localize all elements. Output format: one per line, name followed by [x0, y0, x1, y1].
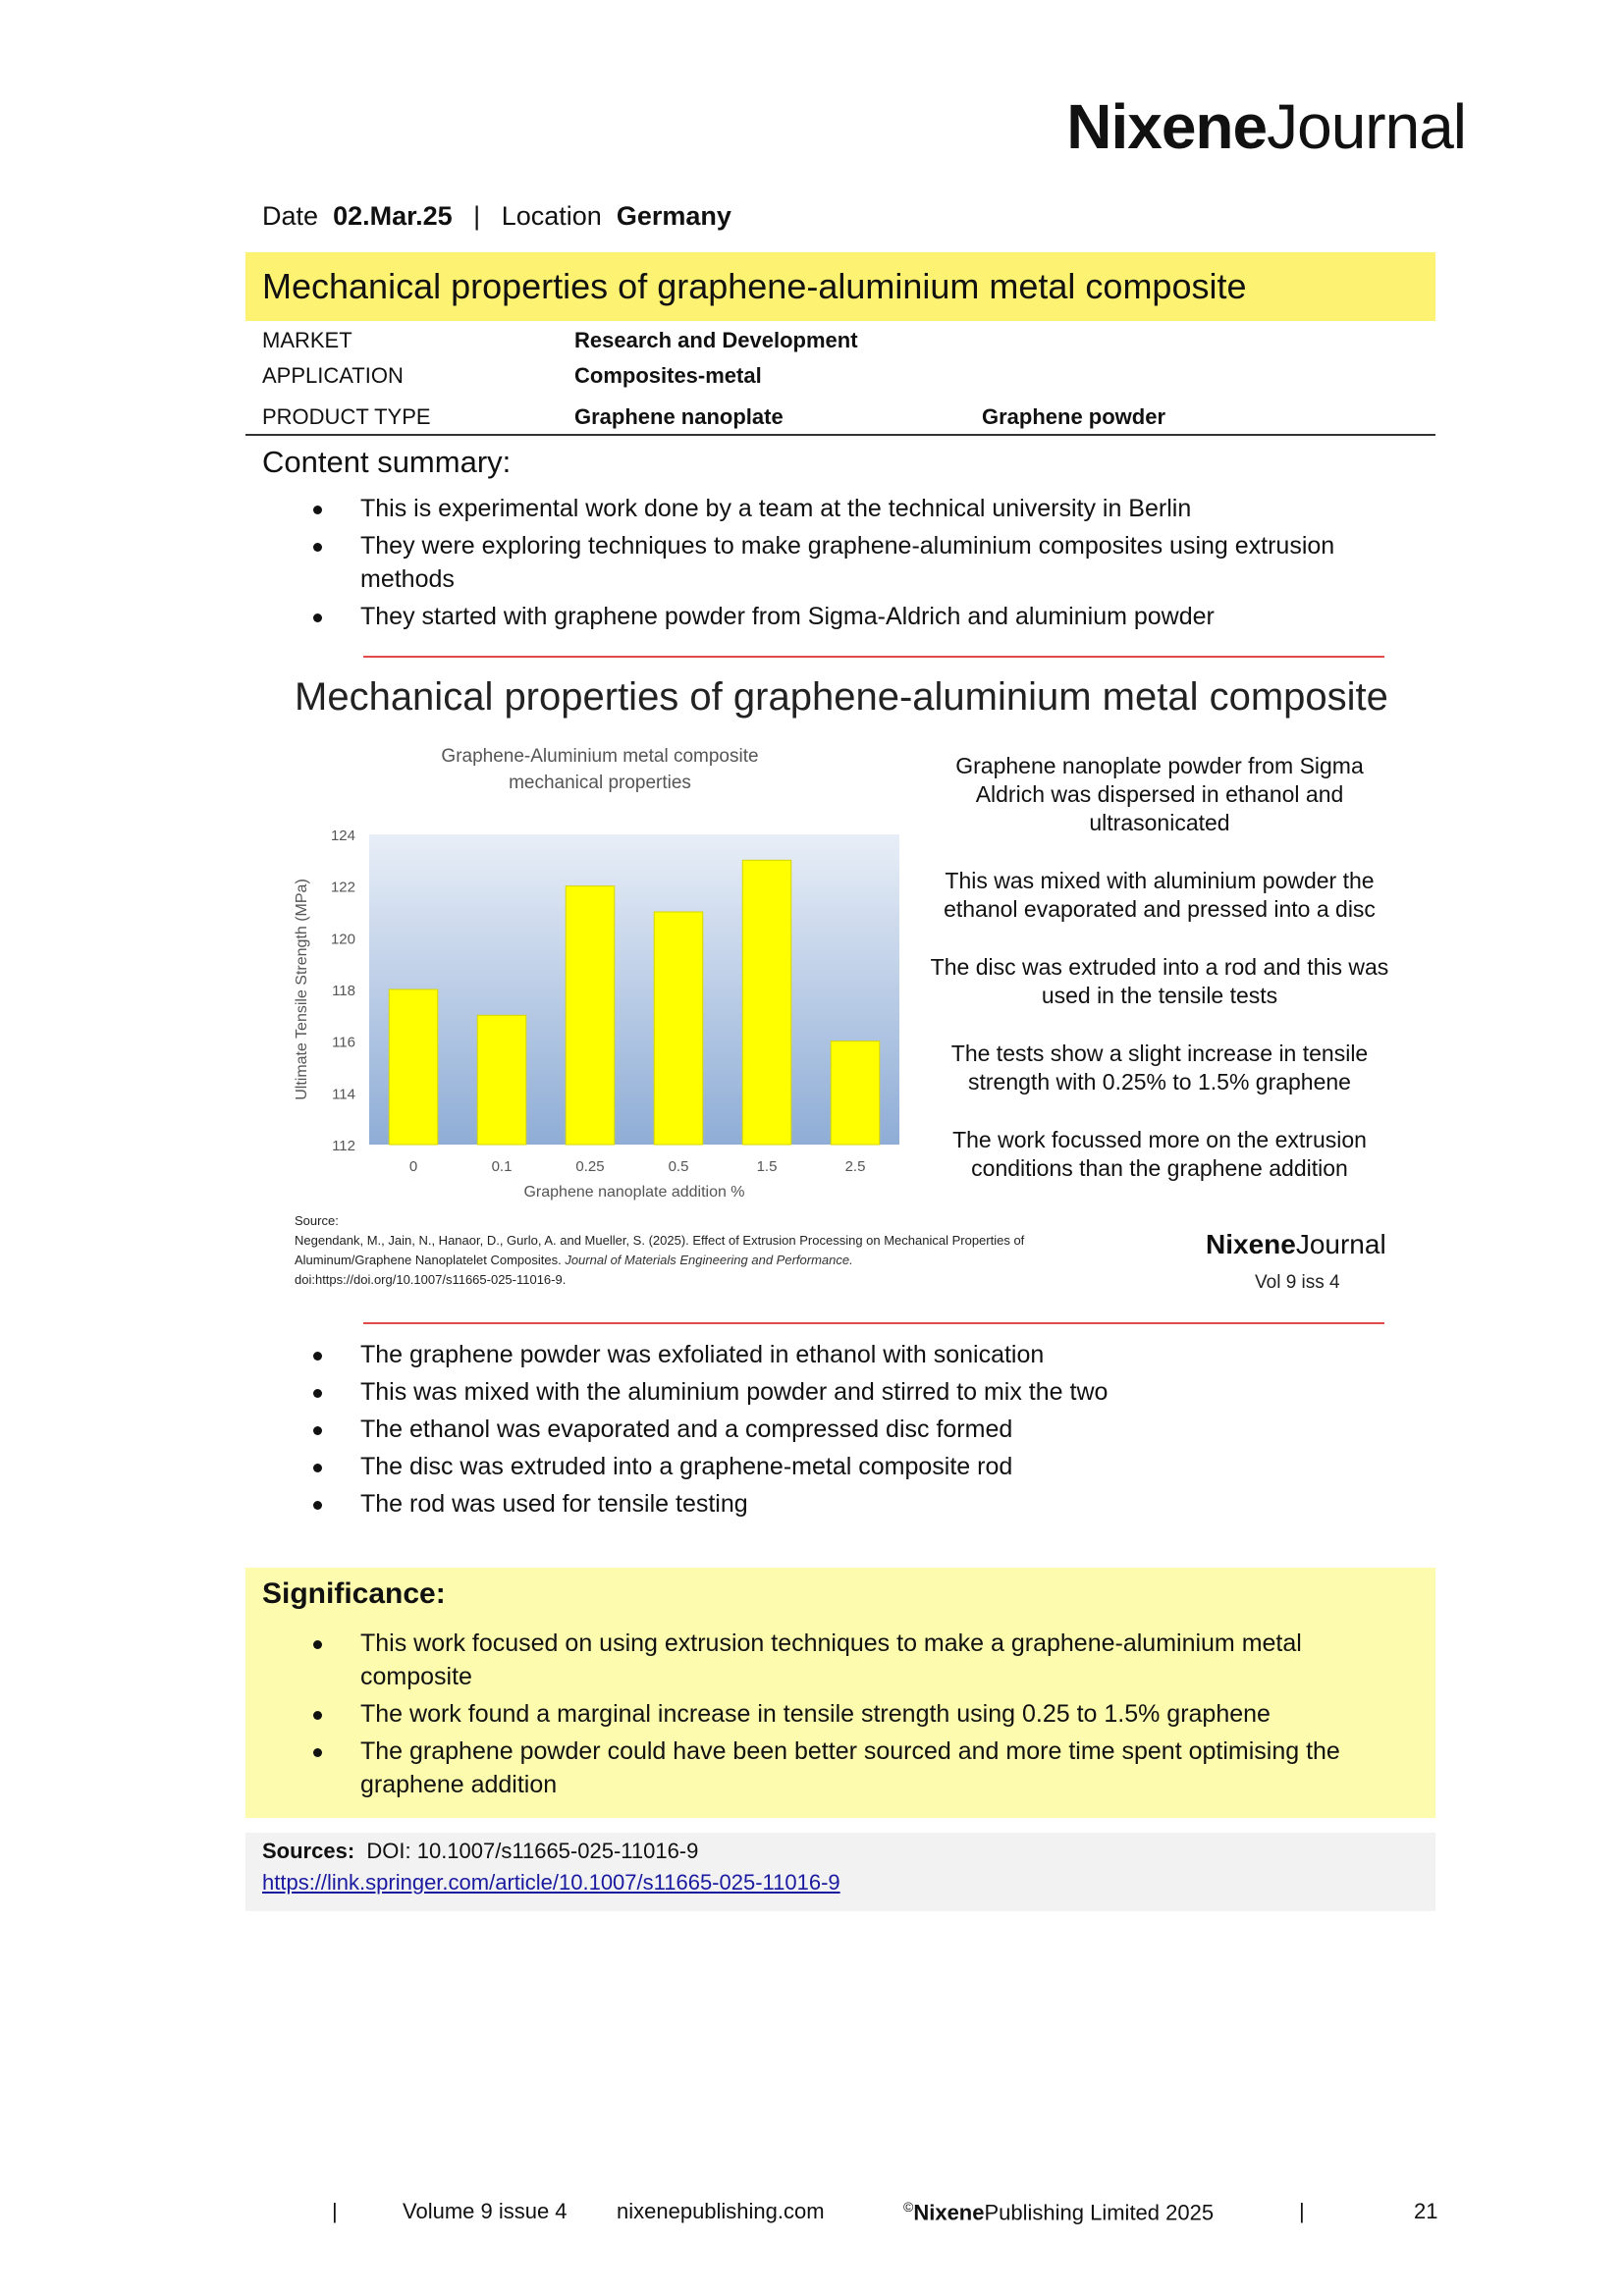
list-item: [262, 1627, 1391, 1693]
process-list: [262, 1338, 1391, 1524]
meta-line: [262, 201, 731, 232]
y-tick-label: 122: [330, 879, 355, 896]
footer-copyright: [903, 2199, 1214, 2225]
figure-notes: [919, 752, 1400, 1212]
list-item-text: This was mixed with the aluminium powder and stirred to mix the two: [360, 1378, 1109, 1406]
list-item-text: This work focused on using extrusion techniques to make a graphene-aluminium metal composite: [360, 1629, 1302, 1690]
significance-box: [245, 1568, 1435, 1818]
figure-logo-light: Journal: [1295, 1229, 1386, 1259]
y-tick-label: 114: [332, 1086, 355, 1103]
footer-website: nixenepublishing.com: [617, 2199, 825, 2223]
list-item: [262, 1413, 1391, 1446]
source-line3: doi:https://doi.org/10.1007/s11665-025-11016-9.: [295, 1272, 567, 1287]
bullet-icon: [313, 1748, 322, 1757]
sources-label: Sources:: [262, 1839, 355, 1863]
bullet-icon: [313, 1711, 322, 1720]
list-item: [262, 1487, 1391, 1521]
sources-doi-line: [262, 1839, 698, 1864]
figure-logo-bold: Nixene: [1206, 1229, 1296, 1259]
y-tick-label: 124: [330, 828, 355, 844]
chart-title-line2: mechanical properties: [509, 773, 691, 793]
meta-separator: |: [473, 201, 481, 231]
bar-1.5: [742, 860, 791, 1145]
source-journal: Journal of Materials Engineering and Performance.: [565, 1253, 853, 1267]
source-label: Source:: [295, 1213, 339, 1228]
sources-doi: DOI: 10.1007/s11665-025-11016-9: [366, 1839, 699, 1863]
list-item-text: The rod was used for tensile testing: [360, 1490, 748, 1518]
x-axis-ticks: [409, 1158, 866, 1175]
copyright-bold: Nixene: [913, 2200, 985, 2225]
figure-volume: Vol 9 iss 4: [1255, 1272, 1340, 1293]
product-type-row: [262, 404, 1166, 430]
plot-area: [369, 834, 899, 1145]
market-row: [262, 328, 858, 353]
sources-link[interactable]: https://link.springer.com/article/10.1007/s11665-025-11016-9: [262, 1870, 840, 1895]
source-line2a: Aluminum/Graphene Nanoplatelet Composites.: [295, 1253, 562, 1267]
list-item: [262, 492, 1391, 525]
chart-title-line1: Graphene-Aluminium metal composite: [441, 746, 759, 767]
list-item-text: They were exploring techniques to make graphene-aluminium composites using extrusion methods: [360, 532, 1335, 593]
copyright-rest: Publishing Limited 2025: [984, 2200, 1215, 2225]
bullet-icon: [313, 614, 322, 622]
x-axis-label: Graphene nanoplate addition %: [523, 1184, 745, 1201]
figure-note: The tests show a slight increase in tensile strength with 0.25% to 1.5% graphene: [950, 1041, 1369, 1095]
sources-box: [245, 1833, 1435, 1911]
bar-0.1: [477, 1015, 526, 1145]
bullet-icon: [313, 506, 322, 514]
source-line1: Negendank, M., Jain, N., Hanaor, D., Gurlo, A. and Mueller, S. (2025). Effect of Extrusion Processing on Mechanical Properties of: [295, 1233, 1025, 1248]
list-item-text: The ethanol was evaporated and a compressed disc formed: [360, 1415, 1013, 1443]
bar-0.25: [566, 886, 615, 1145]
footer-volume: Volume 9 issue 4: [403, 2199, 568, 2223]
list-item: [262, 1697, 1391, 1731]
figure-bottom-rule: [363, 1322, 1384, 1324]
bullet-icon: [313, 1352, 322, 1361]
y-tick-label: 120: [330, 931, 355, 948]
y-tick-label: 112: [332, 1138, 355, 1154]
list-item-text: The graphene powder could have been better sourced and more time spent optimising the graphene addition: [360, 1737, 1340, 1798]
y-tick-label: 116: [332, 1034, 355, 1051]
article-title-bar: [245, 252, 1435, 321]
article-title: Mechanical properties of graphene-aluminium metal composite: [262, 266, 1247, 306]
figure-top-rule: [363, 656, 1384, 658]
x-tick-label: 0.5: [668, 1158, 689, 1175]
list-item: [262, 1338, 1391, 1371]
bullet-icon: [313, 1501, 322, 1510]
list-item-text: This is experimental work done by a team at the technical university in Berlin: [360, 495, 1192, 522]
figure-note: This was mixed with aluminium powder the ethanol evaporated and pressed into a disc: [944, 868, 1376, 922]
bullet-icon: [313, 1640, 322, 1649]
list-item: [262, 1735, 1391, 1801]
list-item-text: The graphene powder was exfoliated in ethanol with sonication: [360, 1341, 1045, 1368]
bullet-icon: [313, 543, 322, 552]
location-label: Location: [501, 201, 602, 231]
list-item: [262, 529, 1391, 596]
date-label: Date: [262, 201, 319, 231]
logo-light: Journal: [1267, 91, 1466, 162]
bullet-icon: [313, 1426, 322, 1435]
copyright-symbol: ©: [903, 2199, 914, 2215]
y-axis-ticks: [331, 828, 355, 1154]
footer-bar-right: |: [1299, 2199, 1305, 2223]
y-axis-label: Ultimate Tensile Strength (MPa): [294, 879, 310, 1100]
summary-list: [262, 492, 1391, 637]
location-value: Germany: [616, 201, 731, 231]
x-tick-label: 0: [408, 1158, 418, 1175]
application-row: [262, 363, 762, 389]
product-type-value-2: Graphene powder: [982, 404, 1166, 429]
figure-note: The disc was extruded into a rod and this was used in the tensile tests: [930, 954, 1389, 1008]
bullet-icon: [313, 1464, 322, 1472]
bar-2.5: [831, 1041, 880, 1145]
footer-bar-left: |: [332, 2199, 338, 2223]
x-tick-label: 1.5: [756, 1158, 778, 1175]
figure-source: [295, 1211, 1159, 1290]
x-tick-label: 2.5: [844, 1158, 866, 1175]
bar-chart: [279, 732, 907, 1213]
properties-divider: [245, 434, 1435, 436]
significance-heading: Significance:: [262, 1577, 446, 1610]
y-tick-label: 118: [332, 983, 355, 999]
figure-panel: [279, 664, 1404, 1302]
product-type-label: PRODUCT TYPE: [262, 404, 431, 429]
source-line2: [295, 1251, 1159, 1270]
bar-0.5: [654, 912, 703, 1145]
list-item-text: They started with graphene powder from Sigma-Aldrich and aluminium powder: [360, 603, 1215, 630]
figure-note: The work focussed more on the extrusion conditions than the graphene addition: [952, 1127, 1367, 1181]
logo-bold: Nixene: [1066, 91, 1268, 162]
figure-note: Graphene nanoplate powder from Sigma Aldrich was dispersed in ethanol and ultrasonicated: [955, 753, 1364, 835]
list-item: [262, 600, 1391, 633]
x-tick-label: 0.25: [575, 1158, 605, 1175]
application-label: APPLICATION: [262, 363, 404, 388]
list-item: [262, 1375, 1391, 1409]
date-value: 02.Mar.25: [333, 201, 453, 231]
bar-0: [389, 989, 438, 1145]
journal-logo: [1066, 90, 1466, 163]
bullet-icon: [313, 1389, 322, 1398]
content-summary-heading: Content summary:: [262, 445, 512, 479]
product-type-value-1: Graphene nanoplate: [574, 404, 784, 429]
x-tick-label: 0.1: [491, 1158, 513, 1175]
list-item: [262, 1450, 1391, 1483]
list-item-text: The work found a marginal increase in tensile strength using 0.25 to 1.5% graphene: [360, 1700, 1271, 1728]
market-label: MARKET: [262, 328, 352, 352]
market-value: Research and Development: [574, 328, 858, 352]
significance-list: [262, 1627, 1391, 1805]
figure-title: Mechanical properties of graphene-aluminium metal composite: [295, 675, 1388, 719]
footer-page-number: 21: [1414, 2199, 1438, 2223]
application-value: Composites-metal: [574, 363, 762, 388]
figure-logo: [1206, 1229, 1386, 1260]
list-item-text: The disc was extruded into a graphene-metal composite rod: [360, 1453, 1013, 1480]
